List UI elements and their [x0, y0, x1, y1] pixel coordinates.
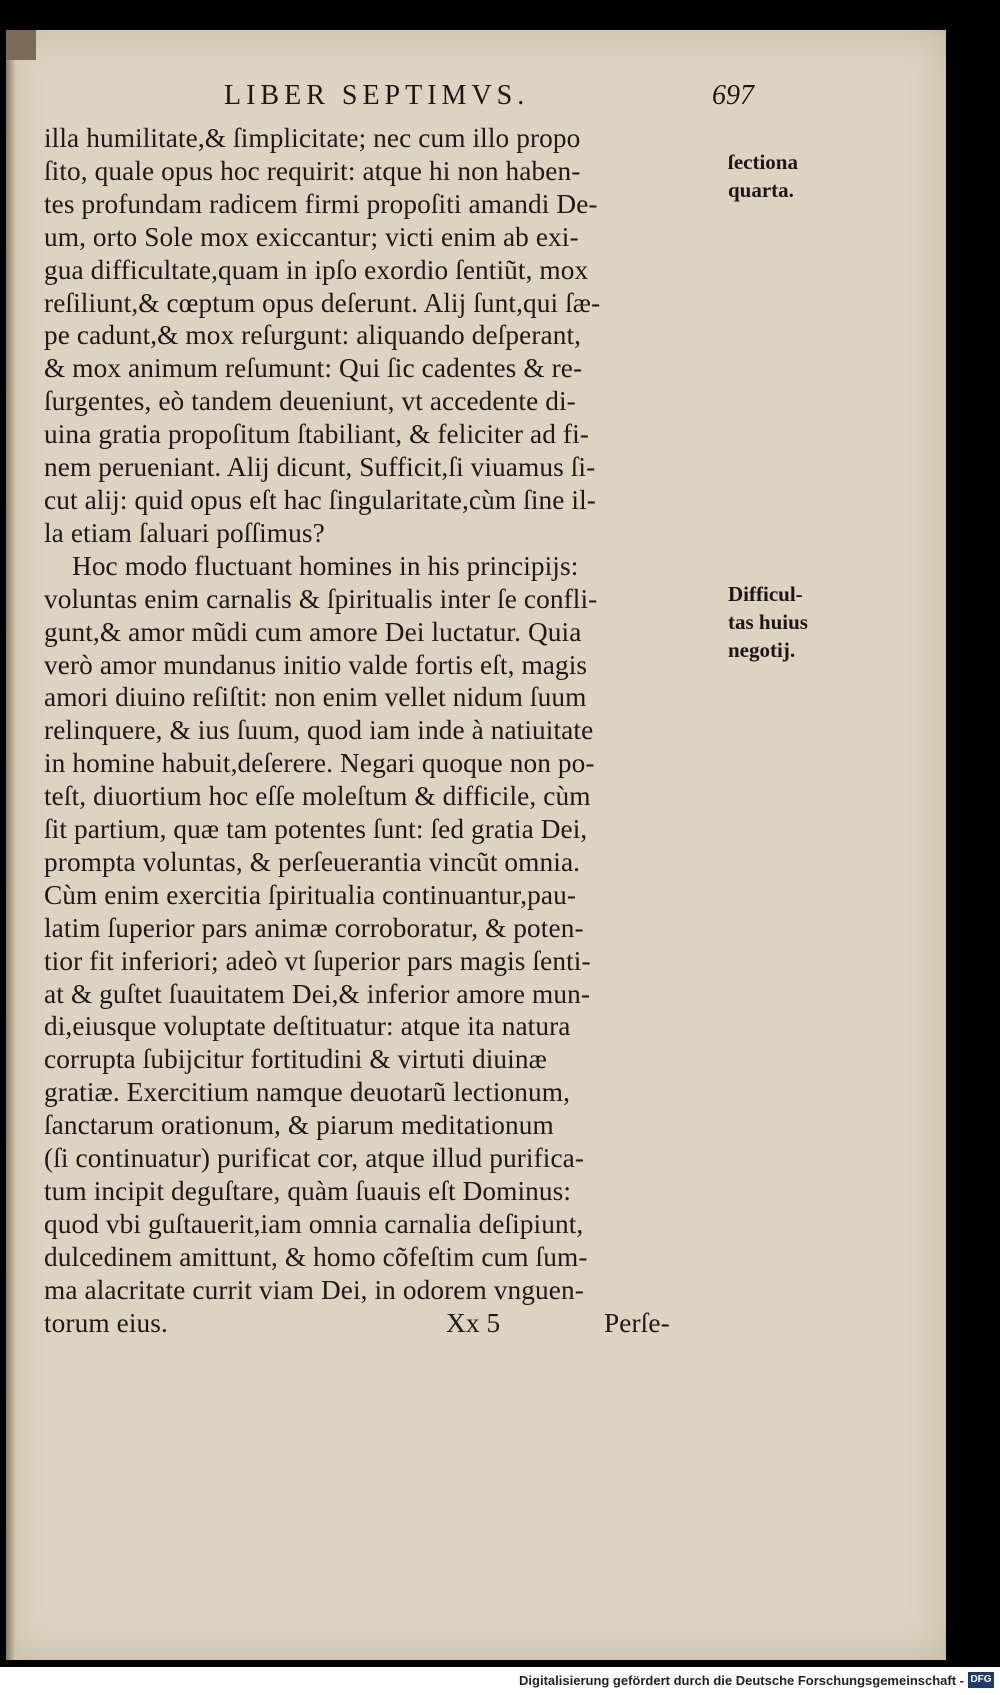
text-line: pe cadunt,& mox reſurgunt: aliquando deſperant, — [44, 320, 582, 351]
last-line — [44, 1307, 724, 1340]
text-line: ſurgentes, eò tandem deueniunt, vt accedente di- — [44, 386, 576, 417]
text-line: relinquere, & ius ſuum, quod iam inde à natiuitate — [44, 715, 594, 746]
text-line: tior fit inferiori; adeò vt ſuperior pars magis ſenti- — [44, 945, 591, 976]
text-line: dulcedinem amittunt, & homo cõfeſtim cum ſum- — [44, 1241, 588, 1272]
text-line: amori diuino reſiſtit: non enim vellet nidum ſuum — [44, 682, 587, 713]
text-line: voluntas enim carnalis & ſpiritualis inter ſe confli- — [44, 583, 598, 614]
text-line: tum incipit deguſtare, quàm ſuauis eſt Dominus: — [44, 1176, 572, 1206]
text-line: corrupta ſubijcitur fortitudini & virtuti diuinæ — [44, 1044, 547, 1075]
text-line: in homine habuit,deſerere. Negari quoque non po- — [44, 748, 595, 779]
page-edge-shadow — [6, 30, 16, 1660]
text-line: prompta voluntas, & perſeuerantia vincũt omnia. — [44, 846, 581, 877]
marginal-note-1 — [728, 148, 798, 204]
text-line: gunt,& amor mũdi cum amore Dei luctatur. Quia — [44, 616, 582, 647]
text-line: & mox animum reſumunt: Qui ſic cadentes & re- — [44, 353, 583, 384]
dfg-logo: DFG — [968, 1672, 994, 1688]
torn-corner — [6, 30, 36, 60]
text-line: Hoc modo fluctuant homines in his principijs: — [72, 550, 579, 581]
footer-bar — [0, 1667, 1000, 1695]
text-line: ſit partium, quæ tam potentes ſunt: ſed gratia Dei, — [44, 814, 588, 845]
book-page — [6, 30, 946, 1660]
text-line: at & guſtet ſuauitatem Dei,& inferior amore mun- — [44, 978, 591, 1009]
text-line: la etiam ſaluari poſſimus? — [44, 517, 325, 548]
body-text — [44, 122, 724, 1340]
text-line: gratiæ. Exercitium namque deuotarũ lectionum, — [44, 1077, 571, 1108]
text-line: tes profundam radicem firmi propoſiti amandi De- — [44, 188, 598, 219]
marginal-line: ſectiona — [728, 150, 798, 174]
marginal-note-2 — [728, 580, 808, 664]
marginal-line: negotij. — [728, 638, 796, 662]
running-head: LIBER SEPTIMVS. — [224, 80, 530, 111]
text-line: um, orto Sole mox exiccantur; victi enim ab exi- — [44, 221, 579, 252]
signature-mark: Xx 5 — [446, 1307, 501, 1338]
text-line: uina gratia propoſitum ſtabiliant, & feliciter ad fi- — [44, 419, 589, 450]
funding-credit: Digitalisierung gefördert durch die Deutsche Forschungsgemeinschaft - — [519, 1673, 964, 1688]
text-line: Cùm enim exercitia ſpiritualia continuantur,pau- — [44, 879, 577, 910]
text-line: teſt, diuortium hoc eſſe moleſtum & difficile, cùm — [44, 781, 591, 812]
page-header — [6, 80, 946, 120]
text-line: ma alacritate currit viam Dei, in odorem vnguen- — [44, 1274, 584, 1305]
text-line: nem perueniant. Alij dicunt, Sufficit,ſi viuamus ſi- — [44, 452, 596, 483]
text-line: quod vbi guſtauerit,iam omnia carnalia deſipiunt, — [44, 1208, 584, 1239]
text-line: ſito, quale opus hoc requirit: atque hi non haben- — [44, 155, 581, 186]
text-line: cut alij: quid opus eſt hac ſingularitate,cùm ſine il- — [44, 484, 596, 515]
text-line: verò amor mundanus initio valde fortis eſt, magis — [44, 649, 588, 680]
text-line: latim ſuperior pars animæ corroboratur, & poten- — [44, 912, 584, 943]
marginal-line: quarta. — [728, 178, 794, 202]
text-line: reſiliunt,& cœptum opus deſerunt. Alij ſunt,qui ſæ- — [44, 287, 601, 318]
text-line: (ſi continuatur) purificat cor, atque illud purifica- — [44, 1143, 585, 1174]
text-line: ſanctarum orationum, & piarum meditationum — [44, 1110, 554, 1141]
page-number: 697 — [712, 80, 754, 111]
text-line: illa humilitate,& ſimplicitate; nec cum illo propo — [44, 123, 581, 153]
catchword: Perſe- — [604, 1307, 670, 1338]
text-line: gua difficultate,quam in ipſo exordio ſentiũt, mox — [44, 254, 589, 285]
text-line: torum eius. — [44, 1307, 168, 1338]
marginal-line: tas huius — [728, 610, 808, 634]
text-line: di,eiusque voluptate deſtituatur: atque ita natura — [44, 1011, 571, 1042]
marginal-line: Difficul- — [728, 582, 803, 606]
